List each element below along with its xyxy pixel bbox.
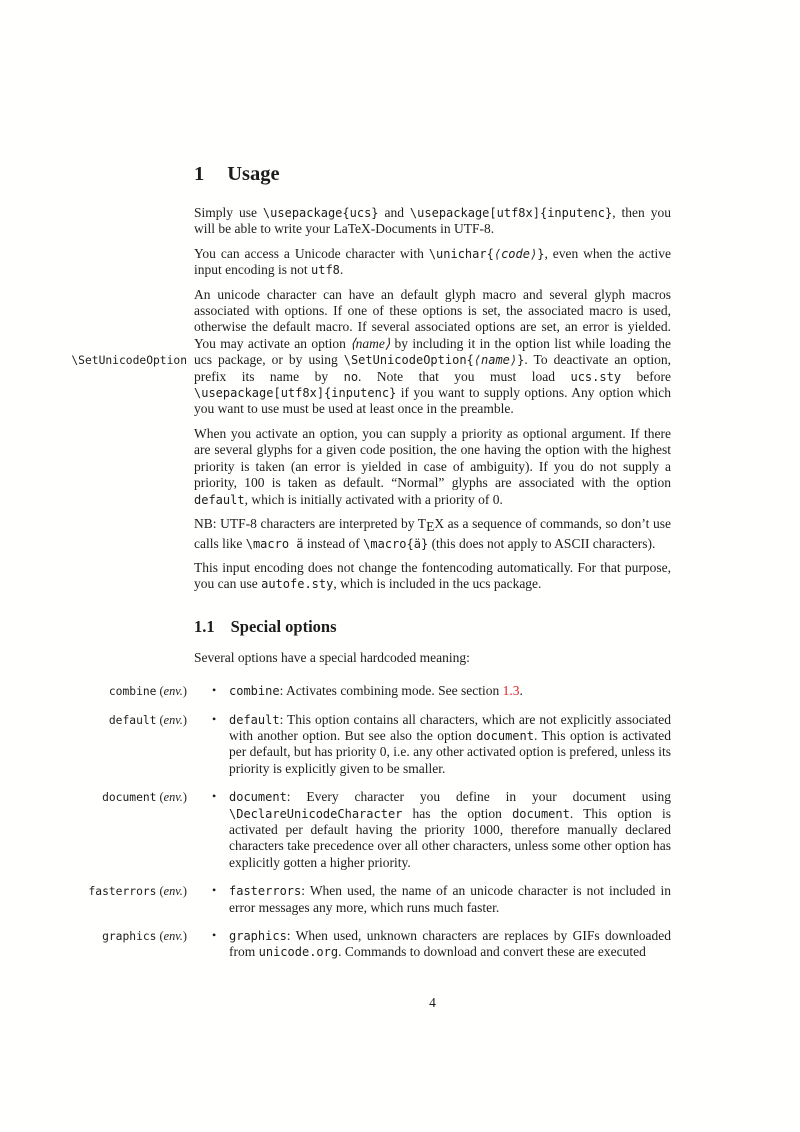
option-item-default xyxy=(108,711,672,778)
paragraph-usage-intro: Simply use \usepackage{ucs} and \usepackage[utf8x]{inputenc}, then you will be able to write your LaTeX-Documents in UTF-8. xyxy=(194,205,671,237)
paragraph-priority: When you activate an option, you can supply a priority as optional argument. If there are several glyphs for a given code position, the one having the option with the highest priority is taken (an error is yielded in case of ambiguity). If you do not supply a priority, 100 is taken as default. “Normal” glyphs are associated with the option default, which is initially activated with a priority of 0. xyxy=(194,425,671,507)
section-title: Usage xyxy=(227,163,280,185)
options-intro: Several options have a special hardcoded meaning: xyxy=(194,649,470,665)
option-margin-label: document (env.) xyxy=(102,790,187,805)
bullet-icon: • xyxy=(212,789,217,804)
option-body: combine: Activates combining mode. See section 1.3. xyxy=(229,683,523,699)
option-margin-label: fasterrors (env.) xyxy=(88,884,187,899)
option-item-fasterrors xyxy=(88,883,671,916)
text-block xyxy=(71,163,672,973)
subsection-heading xyxy=(194,617,671,636)
paragraph-fontencoding: This input encoding does not change the fontencoding automatically. For that purpose, you can use autofe.sty, which is included in the ucs package. xyxy=(194,559,671,592)
option-item-document xyxy=(102,789,671,871)
option-body: default: This option contains all characters, which are not explicitly associated with another option. But see also the option document. This option is activated per default, but has priority 0, i.e. any other activated option is prefered, unless its priority is explicitly given to be smaller. xyxy=(229,711,672,776)
subsection-number: 1.1 xyxy=(194,616,215,636)
section-number: 1 xyxy=(194,163,205,185)
bullet-icon: • xyxy=(212,883,217,898)
option-item-combine xyxy=(108,683,671,699)
bullet-icon: • xyxy=(212,711,217,726)
bullet-icon: • xyxy=(212,928,217,943)
option-body: document: Every character you define in your document using \DeclareUnicodeCharacter has the option document. This option is activated per default having the priority 1000, therefore manually declared characters take precedence over all other characters, unless some other option has explicitly gotten a higher priority. xyxy=(229,789,671,870)
paragraph-glyph-macros: An unicode character can have an default glyph macro and several glyph macros associated with options. If one of these options is set, the associated macro is used, otherwise the default macro. If several associated options are set, an error is yielded. You may activate an option ⟨name⟩ by including it in the option list while loading the ucs package, or by using \SetUnicodeOption{⟨name⟩}. To deactivate an option, prefix its name by no. Note that you must load ucs.sty before \usepackage[utf8x]{inputenc} if you want to supply options. Any option which you want to use must be used at least once in the preamble. xyxy=(194,286,672,417)
bullet-icon: • xyxy=(212,683,217,698)
paragraph-nb-tex: NB: UTF-8 characters are interpreted by TEX as a sequence of commands, so don’t use calls like \macro ä instead of \macro{ä} (this does not apply to ASCII characters). xyxy=(194,515,671,551)
subsection-title: Special options xyxy=(230,616,337,636)
option-item-graphics xyxy=(102,928,671,961)
option-margin-label: default (env.) xyxy=(108,712,187,727)
section-heading xyxy=(194,163,671,186)
options-list xyxy=(88,683,672,961)
margin-note-setunicodeoption: \SetUnicodeOption xyxy=(71,353,187,367)
option-margin-label: graphics (env.) xyxy=(102,929,187,944)
option-body: fasterrors: When used, the name of an unicode character is not included in error messages any more, which runs much faster. xyxy=(229,883,671,915)
paragraph-options-wrapper xyxy=(71,286,672,418)
option-margin-label: combine (env.) xyxy=(108,684,187,699)
section-ref-link[interactable]: 1.3 xyxy=(502,683,520,699)
option-body: graphics: When used, unknown characters are replaces by GIFs downloaded from unicode.org. Commands to download and convert these are executed xyxy=(229,928,671,960)
paragraph-unichar: You can access a Unicode character with \unichar{⟨code⟩}, even when the active input encoding is not utf8. xyxy=(194,245,671,278)
page-number: 4 xyxy=(429,995,436,1010)
